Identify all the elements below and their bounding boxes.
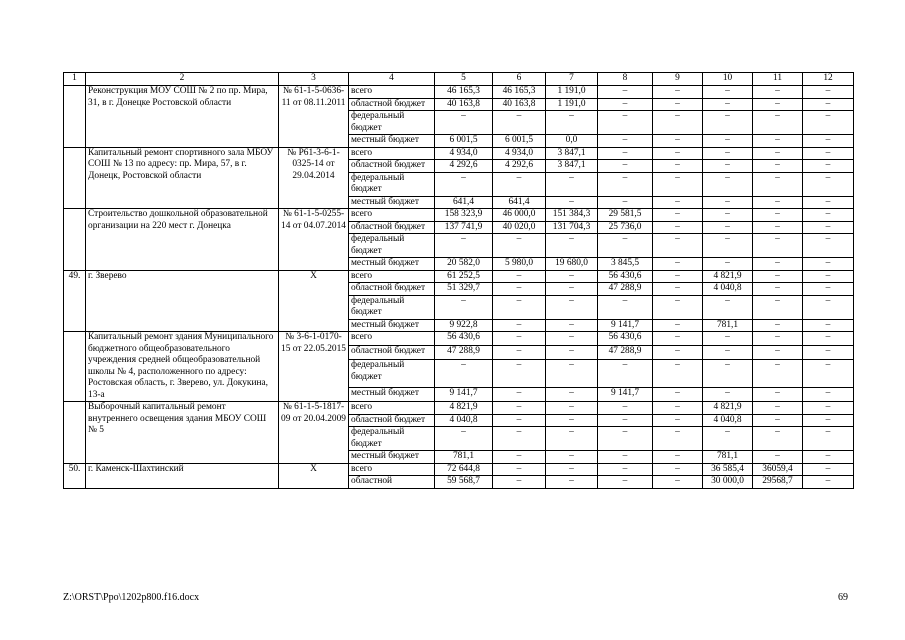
col-header: 12 <box>803 73 854 86</box>
expertise-number: № 61-1-5-0636-11 от 08.11.2011 <box>279 86 349 148</box>
value-cell: 137 741,9 <box>435 221 493 234</box>
value-cell: 3 847,1 <box>546 160 598 173</box>
expertise-number: № 3-6-1-0170-15 от 22.05.2015 <box>279 332 349 402</box>
value-cell: – <box>598 414 653 427</box>
value-cell: – <box>653 98 703 111</box>
value-cell: – <box>653 319 703 332</box>
value-cell: – <box>753 427 803 451</box>
column-number-row <box>64 73 854 86</box>
value-cell: – <box>803 295 854 319</box>
funding-source: федеральный бюджет <box>349 295 435 319</box>
value-cell: – <box>753 135 803 148</box>
value-cell: 19 680,0 <box>546 258 598 271</box>
value-cell: 4 821,9 <box>703 270 753 283</box>
value-cell: – <box>435 360 493 387</box>
value-cell: – <box>803 234 854 258</box>
funding-source: местный бюджет <box>349 451 435 464</box>
col-header: 7 <box>546 73 598 86</box>
value-cell: – <box>598 427 653 451</box>
value-cell: – <box>493 476 546 489</box>
object-name: г. Зверево <box>86 270 279 332</box>
value-cell: – <box>493 270 546 283</box>
col-header: 4 <box>349 73 435 86</box>
value-cell: – <box>653 295 703 319</box>
funding-source: местный бюджет <box>349 196 435 209</box>
value-cell: 36059,4 <box>753 463 803 476</box>
value-cell: 6 001,5 <box>493 135 546 148</box>
object-name: Реконструкция МОУ СОШ № 2 по пр. Мира, 31, в г. Донецке Ростовской области <box>86 86 279 148</box>
value-cell: 781,1 <box>703 451 753 464</box>
funding-source: федеральный бюджет <box>349 234 435 258</box>
value-cell: 9 141,7 <box>435 387 493 401</box>
value-cell: – <box>598 295 653 319</box>
funding-source: всего <box>349 147 435 160</box>
value-cell: – <box>598 451 653 464</box>
value-cell: 1 191,0 <box>546 98 598 111</box>
value-cell: 46 165,3 <box>493 86 546 99</box>
value-cell: – <box>546 270 598 283</box>
value-cell: – <box>753 283 803 296</box>
value-cell: – <box>803 111 854 135</box>
value-cell: – <box>653 360 703 387</box>
value-cell: – <box>803 209 854 222</box>
value-cell: – <box>653 172 703 196</box>
value-cell: – <box>598 234 653 258</box>
value-cell: – <box>653 135 703 148</box>
value-cell: 46 165,3 <box>435 86 493 99</box>
funding-source: всего <box>349 332 435 346</box>
value-cell: – <box>598 147 653 160</box>
table-row <box>64 332 854 346</box>
value-cell: – <box>546 295 598 319</box>
value-cell: – <box>598 402 653 415</box>
value-cell: 641,4 <box>435 196 493 209</box>
value-cell: 4 821,9 <box>435 402 493 415</box>
value-cell: – <box>803 319 854 332</box>
value-cell: – <box>803 427 854 451</box>
value-cell: – <box>753 346 803 360</box>
value-cell: – <box>703 147 753 160</box>
value-cell: – <box>546 172 598 196</box>
value-cell: – <box>653 221 703 234</box>
col-header: 6 <box>493 73 546 86</box>
value-cell: 47 288,9 <box>598 283 653 296</box>
value-cell: – <box>546 283 598 296</box>
value-cell: 6 001,5 <box>435 135 493 148</box>
value-cell: 4 934,0 <box>435 147 493 160</box>
value-cell: 9 141,7 <box>598 387 653 401</box>
value-cell: – <box>546 346 598 360</box>
value-cell: – <box>546 234 598 258</box>
funding-source: областной бюджет <box>349 346 435 360</box>
value-cell: – <box>753 402 803 415</box>
value-cell: 9 141,7 <box>598 319 653 332</box>
value-cell: – <box>653 196 703 209</box>
value-cell: 72 644,8 <box>435 463 493 476</box>
value-cell: – <box>598 86 653 99</box>
value-cell: – <box>598 463 653 476</box>
value-cell: 3 847,1 <box>546 147 598 160</box>
footer-file-path: Z:\ORST\Ppo\1202p800.f16.docx <box>63 592 200 603</box>
value-cell: 781,1 <box>435 451 493 464</box>
value-cell: – <box>546 111 598 135</box>
value-cell: – <box>598 111 653 135</box>
value-cell: – <box>653 258 703 271</box>
value-cell: – <box>493 319 546 332</box>
value-cell: – <box>653 414 703 427</box>
value-cell: 781,1 <box>703 319 753 332</box>
value-cell: 40 163,8 <box>435 98 493 111</box>
value-cell: – <box>803 332 854 346</box>
value-cell: – <box>493 387 546 401</box>
value-cell: 40 020,0 <box>493 221 546 234</box>
funding-source: всего <box>349 86 435 99</box>
value-cell: – <box>753 160 803 173</box>
value-cell: – <box>803 414 854 427</box>
value-cell: – <box>598 196 653 209</box>
value-cell: 56 430,6 <box>598 270 653 283</box>
value-cell: – <box>493 295 546 319</box>
value-cell: – <box>803 270 854 283</box>
value-cell: – <box>703 258 753 271</box>
value-cell: – <box>435 427 493 451</box>
value-cell: – <box>546 319 598 332</box>
object-name: г. Каменск-Шахтинский <box>86 463 279 488</box>
row-number: 49. <box>64 270 86 332</box>
table-row <box>64 402 854 415</box>
funding-source: областной бюджет <box>349 221 435 234</box>
value-cell: – <box>803 346 854 360</box>
value-cell: 56 430,6 <box>435 332 493 346</box>
value-cell: – <box>703 360 753 387</box>
table-row <box>64 147 854 160</box>
value-cell: 47 288,9 <box>435 346 493 360</box>
value-cell: – <box>493 234 546 258</box>
table-row <box>64 270 854 283</box>
value-cell: 641,4 <box>493 196 546 209</box>
value-cell: – <box>753 319 803 332</box>
value-cell: – <box>803 98 854 111</box>
value-cell: – <box>703 221 753 234</box>
row-number: 50. <box>64 463 86 488</box>
value-cell: 56 430,6 <box>598 332 653 346</box>
value-cell: – <box>435 172 493 196</box>
value-cell: – <box>703 86 753 99</box>
col-header: 8 <box>598 73 653 86</box>
row-number <box>64 86 86 148</box>
value-cell: – <box>546 196 598 209</box>
expertise-number: № 61-1-5-0255-14 от 04.07.2014 <box>279 209 349 271</box>
value-cell: 3 845,5 <box>598 258 653 271</box>
value-cell: – <box>493 427 546 451</box>
value-cell: – <box>703 234 753 258</box>
value-cell: – <box>703 111 753 135</box>
value-cell: – <box>703 346 753 360</box>
col-header: 5 <box>435 73 493 86</box>
value-cell: – <box>803 172 854 196</box>
value-cell: – <box>703 98 753 111</box>
value-cell: – <box>598 476 653 489</box>
value-cell: – <box>653 332 703 346</box>
value-cell: – <box>753 387 803 401</box>
value-cell: – <box>546 463 598 476</box>
row-number <box>64 402 86 464</box>
value-cell: – <box>753 86 803 99</box>
value-cell: 29 581,5 <box>598 209 653 222</box>
expertise-number: Х <box>279 270 349 332</box>
value-cell: – <box>546 476 598 489</box>
value-cell: 4 040,8 <box>435 414 493 427</box>
funding-source: федеральный бюджет <box>349 111 435 135</box>
value-cell: – <box>598 172 653 196</box>
row-number <box>64 209 86 271</box>
value-cell: – <box>703 332 753 346</box>
value-cell: – <box>435 234 493 258</box>
value-cell: – <box>653 451 703 464</box>
value-cell: – <box>753 147 803 160</box>
value-cell: – <box>493 346 546 360</box>
value-cell: – <box>803 451 854 464</box>
value-cell: – <box>598 135 653 148</box>
value-cell: 25 736,0 <box>598 221 653 234</box>
value-cell: – <box>703 135 753 148</box>
value-cell: 131 704,3 <box>546 221 598 234</box>
value-cell: – <box>653 476 703 489</box>
row-number <box>64 147 86 209</box>
value-cell: 1 191,0 <box>546 86 598 99</box>
value-cell: – <box>435 295 493 319</box>
value-cell: – <box>598 360 653 387</box>
value-cell: – <box>753 172 803 196</box>
value-cell: – <box>653 209 703 222</box>
value-cell: – <box>803 135 854 148</box>
value-cell: – <box>493 172 546 196</box>
col-header: 1 <box>64 73 86 86</box>
value-cell: – <box>546 427 598 451</box>
budget-table <box>63 72 854 489</box>
funding-source: местный бюджет <box>349 258 435 271</box>
funding-source: местный бюджет <box>349 319 435 332</box>
table-row <box>64 86 854 99</box>
value-cell: – <box>753 295 803 319</box>
funding-source: областной <box>349 476 435 489</box>
value-cell: – <box>753 414 803 427</box>
value-cell: – <box>803 86 854 99</box>
value-cell: – <box>546 451 598 464</box>
col-header: 9 <box>653 73 703 86</box>
value-cell: – <box>803 258 854 271</box>
value-cell: – <box>493 360 546 387</box>
funding-source: областной бюджет <box>349 98 435 111</box>
value-cell: – <box>753 209 803 222</box>
value-cell: 4 040,8 <box>703 283 753 296</box>
value-cell: 4 040,8 <box>703 414 753 427</box>
col-header: 10 <box>703 73 753 86</box>
table-row <box>64 463 854 476</box>
value-cell: – <box>753 270 803 283</box>
object-name: Капитальный ремонт спортивного зала МБОУ СОШ № 13 по адресу: пр. Мира, 57, в г. Донецк, Ростовской области <box>86 147 279 209</box>
value-cell: – <box>493 451 546 464</box>
value-cell: – <box>753 332 803 346</box>
value-cell: – <box>493 111 546 135</box>
row-number <box>64 332 86 402</box>
page-number: 69 <box>838 592 848 603</box>
funding-source: всего <box>349 209 435 222</box>
value-cell: – <box>803 463 854 476</box>
value-cell: – <box>803 360 854 387</box>
table-body <box>64 86 854 489</box>
value-cell: – <box>546 360 598 387</box>
budget-table-page <box>63 72 853 489</box>
table-row <box>64 209 854 222</box>
value-cell: – <box>653 402 703 415</box>
value-cell: 4 934,0 <box>493 147 546 160</box>
value-cell: – <box>703 387 753 401</box>
value-cell: – <box>435 111 493 135</box>
value-cell: 29568,7 <box>753 476 803 489</box>
value-cell: – <box>653 283 703 296</box>
value-cell: – <box>803 283 854 296</box>
funding-source: федеральный бюджет <box>349 427 435 451</box>
value-cell: – <box>493 283 546 296</box>
value-cell: – <box>753 451 803 464</box>
expertise-number: № Р61-3-6-1-0325-14 от 29.04.2014 <box>279 147 349 209</box>
value-cell: – <box>546 387 598 401</box>
value-cell: 5 980,0 <box>493 258 546 271</box>
funding-source: областной бюджет <box>349 283 435 296</box>
object-name: Строительство дошкольной образовательной организации на 220 мест г. Донецка <box>86 209 279 271</box>
value-cell: – <box>703 172 753 196</box>
value-cell: – <box>546 414 598 427</box>
value-cell: – <box>653 387 703 401</box>
value-cell: – <box>753 111 803 135</box>
object-name: Капитальный ремонт здания Муниципального бюджетного общеобразовательного учреждения средней общеобразовательной школы № 4, расположенного по адресу: Ростовская область, г. Зверево, ул. Докукина, 13-а <box>86 332 279 402</box>
value-cell: – <box>803 387 854 401</box>
funding-source: местный бюджет <box>349 387 435 401</box>
value-cell: – <box>653 111 703 135</box>
value-cell: – <box>703 295 753 319</box>
value-cell: – <box>703 427 753 451</box>
funding-source: всего <box>349 270 435 283</box>
value-cell: – <box>653 463 703 476</box>
value-cell: – <box>753 196 803 209</box>
value-cell: – <box>546 402 598 415</box>
funding-source: федеральный бюджет <box>349 172 435 196</box>
value-cell: 46 000,0 <box>493 209 546 222</box>
value-cell: 51 329,7 <box>435 283 493 296</box>
value-cell: – <box>803 221 854 234</box>
value-cell: – <box>703 160 753 173</box>
value-cell: – <box>653 147 703 160</box>
value-cell: – <box>753 234 803 258</box>
value-cell: – <box>803 147 854 160</box>
value-cell: 9 922,8 <box>435 319 493 332</box>
value-cell: – <box>653 234 703 258</box>
expertise-number: № 61-1-5-1817-09 от 20.04.2009 <box>279 402 349 464</box>
value-cell: 47 288,9 <box>598 346 653 360</box>
funding-source: областной бюджет <box>349 160 435 173</box>
value-cell: – <box>753 98 803 111</box>
value-cell: 40 163,8 <box>493 98 546 111</box>
value-cell: 0,0 <box>546 135 598 148</box>
value-cell: – <box>803 196 854 209</box>
value-cell: 4 292,6 <box>435 160 493 173</box>
value-cell: 4 292,6 <box>493 160 546 173</box>
value-cell: – <box>803 476 854 489</box>
value-cell: – <box>803 160 854 173</box>
value-cell: 4 821,9 <box>703 402 753 415</box>
value-cell: 20 582,0 <box>435 258 493 271</box>
value-cell: – <box>653 346 703 360</box>
funding-source: всего <box>349 402 435 415</box>
value-cell: – <box>803 402 854 415</box>
value-cell: 158 323,9 <box>435 209 493 222</box>
funding-source: местный бюджет <box>349 135 435 148</box>
value-cell: 36 585,4 <box>703 463 753 476</box>
value-cell: – <box>598 98 653 111</box>
funding-source: областной бюджет <box>349 414 435 427</box>
value-cell: – <box>653 427 703 451</box>
value-cell: 59 568,7 <box>435 476 493 489</box>
value-cell: – <box>493 414 546 427</box>
value-cell: – <box>653 160 703 173</box>
value-cell: – <box>598 160 653 173</box>
expertise-number: Х <box>279 463 349 488</box>
value-cell: – <box>653 86 703 99</box>
col-header: 3 <box>279 73 349 86</box>
value-cell: 61 252,5 <box>435 270 493 283</box>
value-cell: – <box>753 221 803 234</box>
col-header: 2 <box>86 73 279 86</box>
value-cell: – <box>493 402 546 415</box>
funding-source: федеральный бюджет <box>349 360 435 387</box>
value-cell: 151 384,3 <box>546 209 598 222</box>
value-cell: 30 000,0 <box>703 476 753 489</box>
value-cell: – <box>753 360 803 387</box>
value-cell: – <box>546 332 598 346</box>
col-header: 11 <box>753 73 803 86</box>
funding-source: всего <box>349 463 435 476</box>
value-cell: – <box>493 463 546 476</box>
value-cell: – <box>703 196 753 209</box>
value-cell: – <box>703 209 753 222</box>
value-cell: – <box>493 332 546 346</box>
value-cell: – <box>753 258 803 271</box>
object-name: Выборочный капитальный ремонт внутреннего освещения здания МБОУ СОШ № 5 <box>86 402 279 464</box>
value-cell: – <box>653 270 703 283</box>
